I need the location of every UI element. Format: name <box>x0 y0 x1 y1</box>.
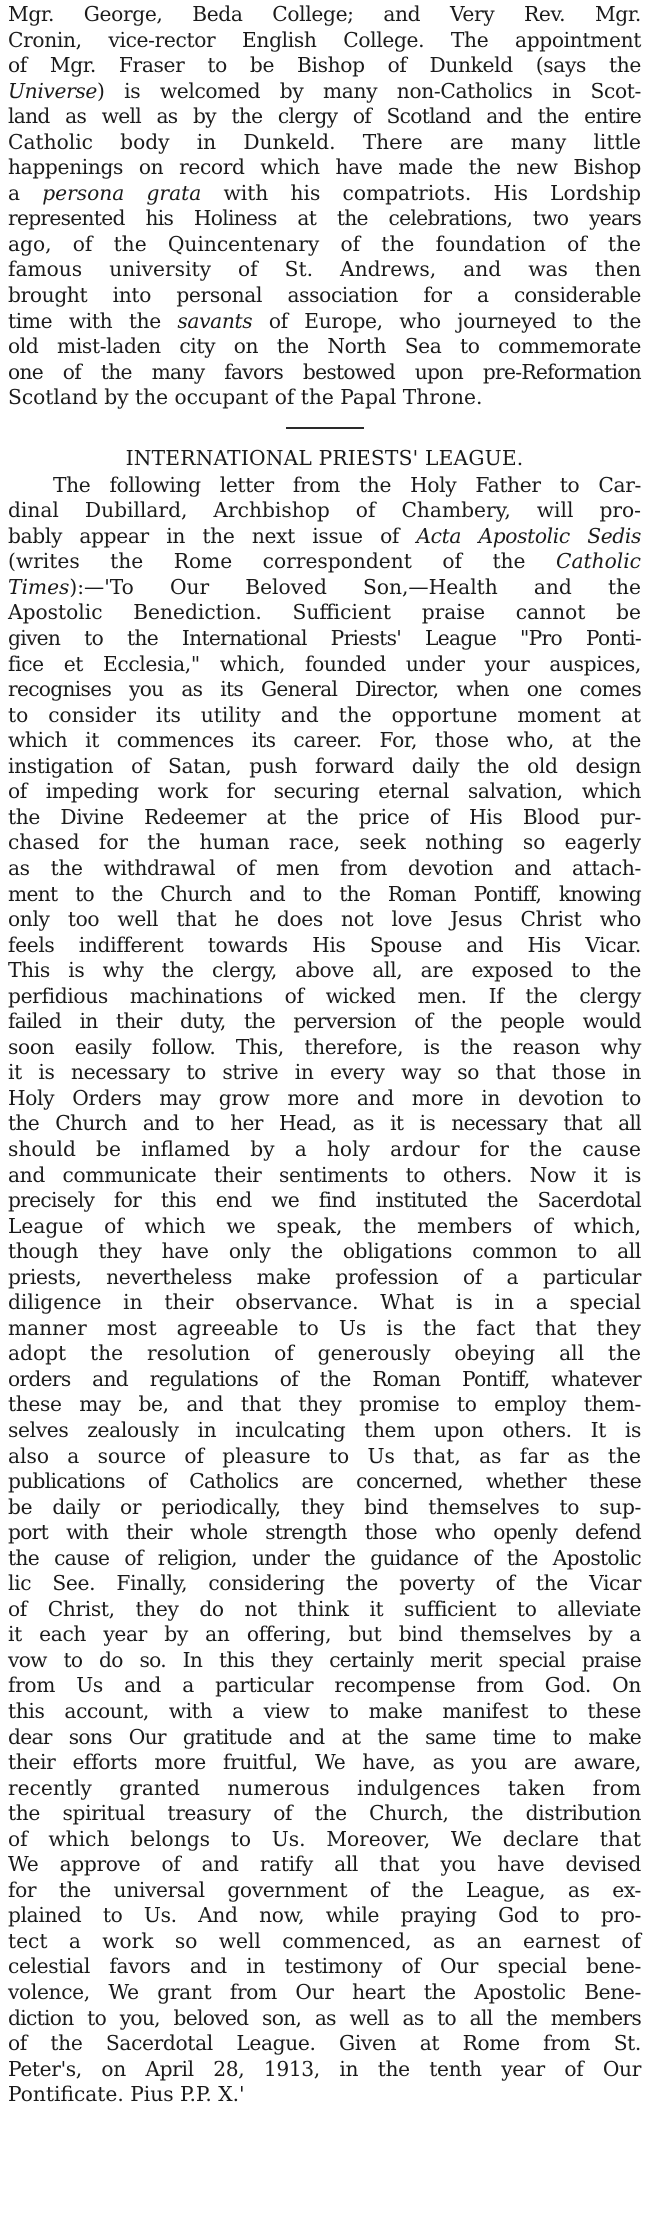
text-line: of impeding work for securing eternal salvation, which <box>8 779 641 804</box>
section-bishop-appointment <box>8 2 641 411</box>
text-line: a persona grata with his compatriots. His Lordship <box>8 180 642 205</box>
text-line: Cronin, vice-rector English College. The appointment <box>8 27 641 52</box>
text-line: Universe) is welcomed by many non-Catholics in Scot- <box>8 78 641 103</box>
text-line: and communicate their sentiments to others. Now it is <box>8 1162 641 1187</box>
text-line: given to the International Priests' League "Pro Ponti- <box>8 626 641 651</box>
text-line: the Divine Redeemer at the price of His Blood pur- <box>8 804 641 829</box>
text-line: precisely for this end we find instituted the Sacerdotal <box>8 1188 641 1213</box>
text-line: plained to Us. And now, while praying God to pro- <box>8 1903 641 1928</box>
text-line: perfidious machinations of wicked men. If the clergy <box>8 983 641 1008</box>
text-line: orders and regulations of the Roman Pontiff, whatever <box>8 1366 641 1391</box>
text-line: tect a work so well commenced, as an earnest of <box>8 1928 641 1953</box>
text-line: Holy Orders may grow more and more in devotion to <box>8 1085 641 1110</box>
text-line: be daily or periodically, they bind themselves to sup- <box>8 1494 641 1519</box>
text-line: represented his Holiness at the celebrations, two years <box>8 206 641 231</box>
text-line: the cause of religion, under the guidance of the Apostolic <box>8 1545 641 1570</box>
text-line: this account, with a view to make manifest to these <box>8 1699 641 1723</box>
text-line: the spiritual treasury of the Church, the distribution <box>8 1801 641 1826</box>
text-line: selves zealously in inculcating them upon others. It is <box>8 1417 641 1442</box>
text-line: failed in their duty, the perversion of the people would <box>8 1009 641 1034</box>
text-line: which it commences its career. For, those who, at the <box>8 728 641 753</box>
text-line: recognises you as its General Director, when one comes <box>8 677 641 702</box>
text-line: publications of Catholics are concerned, whether these <box>8 1469 641 1494</box>
text-line: as the withdrawal of men from devotion and attach- <box>8 855 641 880</box>
text-line: these may be, and that they promise to employ them- <box>8 1392 641 1417</box>
text-line: diligence in their observance. What is in a special <box>8 1290 641 1315</box>
text-line: (writes the Rome correspondent of the Catholic <box>8 549 641 574</box>
text-line: recently granted numerous indulgences taken from <box>8 1775 641 1800</box>
text-line: feels indifferent towards His Spouse and His Vicar. <box>8 932 641 957</box>
text-line: vow to do so. In this they certainly merit special praise <box>8 1647 641 1672</box>
text-line: lic See. Finally, considering the poverty of the Vicar <box>8 1571 641 1596</box>
text-line: brought into personal association for a considerable <box>8 283 641 308</box>
text-line: Mgr. George, Beda College; and Very Rev. Mgr. <box>8 2 641 26</box>
text-line: also a source of pleasure to Us that, as far as the <box>8 1443 641 1468</box>
text-line: happenings on record which have made the new Bishop <box>8 155 641 180</box>
text-line: land as well as by the clergy of Scotland and the entire <box>8 104 641 129</box>
text-line: bably appear in the next issue of Acta Apostolic Sedis <box>8 523 641 548</box>
text-line: Apostolic Benediction. Sufficient praise cannot be <box>8 600 641 625</box>
text-line: chased for the human race, seek nothing so eagerly <box>8 830 641 855</box>
text-line: to consider its utility and the opportune moment at <box>8 702 641 727</box>
text-line: ago, of the Quincentenary of the foundation of the <box>8 231 641 256</box>
text-line: the Church and to her Head, as it is necessary that all <box>8 1111 641 1136</box>
text-line: old mist-laden city on the North Sea to commemorate <box>8 334 641 359</box>
text-line: dear sons Our gratitude and at the same time to make <box>8 1724 641 1749</box>
text-line: of Christ, they do not think it sufficient to alleviate <box>8 1596 641 1621</box>
text-line: their efforts more fruitful, We have, as you are aware, <box>8 1750 641 1775</box>
text-line: time with the savants of Europe, who journeyed to the <box>8 308 642 333</box>
text-line: adopt the resolution of generously obeying all the <box>8 1341 641 1366</box>
text-line: fice et Ecclesia," which, founded under your auspices, <box>8 651 641 676</box>
text-line: The following letter from the Holy Father to Car- <box>53 472 641 497</box>
text-line: soon easily follow. This, therefore, is the reason why <box>8 1034 641 1059</box>
text-line: Pontificate. Pius P.P. X.' <box>8 2082 245 2107</box>
text-line: Times):—'To Our Beloved Son,—Health and the <box>8 574 641 599</box>
text-line: Catholic body in Dunkeld. There are many little <box>8 129 641 154</box>
text-line: instigation of Satan, push forward daily the old design <box>8 753 641 778</box>
text-line: We approve of and ratify all that you have devised <box>8 1852 641 1877</box>
text-line: port with their whole strength those who openly defend <box>8 1520 641 1545</box>
text-line: only too well that he does not love Jesus Christ who <box>8 907 641 932</box>
text-line: should be inflamed by a holy ardour for the cause <box>8 1136 641 1161</box>
text-line: This is why the clergy, above all, are exposed to the <box>8 958 641 983</box>
text-line: diction to you, beloved son, as well as to all the members <box>8 2005 641 2030</box>
text-line: of which belongs to Us. Moreover, We declare that <box>8 1826 641 1851</box>
text-line: League of which we speak, the members of which, <box>8 1213 641 1238</box>
text-line: ment to the Church and to the Roman Pontiff, knowing <box>8 881 641 906</box>
text-line: manner most agreeable to Us is the fact that they <box>8 1315 641 1340</box>
section-divider <box>286 427 364 429</box>
text-line: it each year by an offering, but bind themselves by a <box>8 1622 641 1647</box>
text-line: famous university of St. Andrews, and was then <box>8 257 641 282</box>
text-line: though they have only the obligations common to all <box>8 1239 641 1264</box>
text-line: celestial favors and in testimony of Our special bene- <box>8 1954 641 1979</box>
section-priests-league <box>8 446 641 2108</box>
text-line: it is necessary to strive in every way so that those in <box>8 1060 641 1085</box>
text-line: of the Sacerdotal League. Given at Rome from St. <box>8 2031 641 2056</box>
text-line: volence, We grant from Our heart the Apostolic Bene- <box>8 1980 641 2005</box>
text-line: from Us and a particular recompense from God. On <box>8 1673 641 1698</box>
text-line: one of the many favors bestowed upon pre-Reformation <box>8 359 641 384</box>
text-line: Scotland by the occupant of the Papal Throne. <box>8 385 483 410</box>
text-line: dinal Dubillard, Archbishop of Chambery, will pro- <box>8 498 641 523</box>
article-heading: INTERNATIONAL PRIESTS' LEAGUE. <box>125 445 524 470</box>
text-line: of Mgr. Fraser to be Bishop of Dunkeld (says the <box>8 53 641 78</box>
text-line: for the universal government of the League, as ex- <box>8 1877 641 1902</box>
text-line: Peter's, on April 28, 1913, in the tenth year of Our <box>8 2056 641 2081</box>
text-line: priests, nevertheless make profession of a particular <box>8 1264 641 1289</box>
